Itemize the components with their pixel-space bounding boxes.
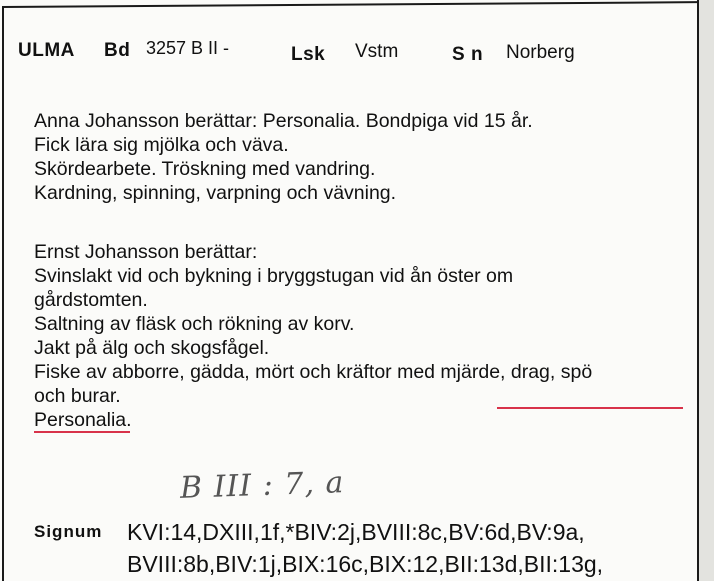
lsk-label: Lsk	[291, 44, 326, 65]
text-line: gårdstomten.	[34, 289, 148, 311]
account-ernst	[34, 240, 592, 432]
account-anna	[34, 109, 533, 205]
card-left-border	[2, 6, 4, 581]
text-line: Saltning av fläsk och rökning av korv.	[34, 313, 355, 335]
scan-margin	[699, 0, 714, 581]
red-underline-burar	[34, 431, 130, 433]
text-line: Personalia.	[34, 409, 132, 431]
signum-codes	[127, 516, 603, 580]
text-line: Fiske av abborre, gädda, mört och kräftor med mjärde, drag, spö	[34, 361, 593, 383]
text-line: Fick lära sig mjölka och väva.	[34, 134, 289, 156]
bd-label: Bd	[104, 40, 131, 61]
text-line: Anna Johansson berättar: Personalia. Bondpiga vid 15 år.	[34, 110, 533, 132]
lsk-value: Vstm	[355, 41, 399, 62]
text-line: Kardning, spinning, varpning och vävning.	[34, 182, 397, 204]
archive-code: ULMA	[18, 40, 75, 61]
sn-value: Norberg	[506, 42, 575, 63]
text-line: Skördearbete. Tröskning med vandring.	[34, 158, 376, 180]
signum-line: KVI:14,DXIII,1f,*BIV:2j,BVIII:8c,BV:6d,BV:9a,	[127, 519, 585, 545]
handwritten-note: B III : 7, a	[179, 465, 345, 506]
text-line: Jakt på älg och skogsfågel.	[34, 337, 270, 359]
signum-label: Signum	[34, 522, 103, 541]
signum-line: BVIII:8b,BIV:1j,BIX:16c,BIX:12,BII:13d,BII:13g,	[127, 551, 604, 577]
red-underline-tools	[497, 407, 683, 409]
text-line: Ernst Johansson berättar:	[34, 241, 258, 263]
card-top-border	[2, 1, 712, 8]
text-line: och burar.	[34, 385, 121, 407]
text-line: Svinslakt vid och bykning i bryggstugan vid ån öster om	[34, 265, 514, 287]
bd-value: 3257 B II -	[146, 38, 230, 58]
sn-label: S n	[452, 44, 484, 65]
